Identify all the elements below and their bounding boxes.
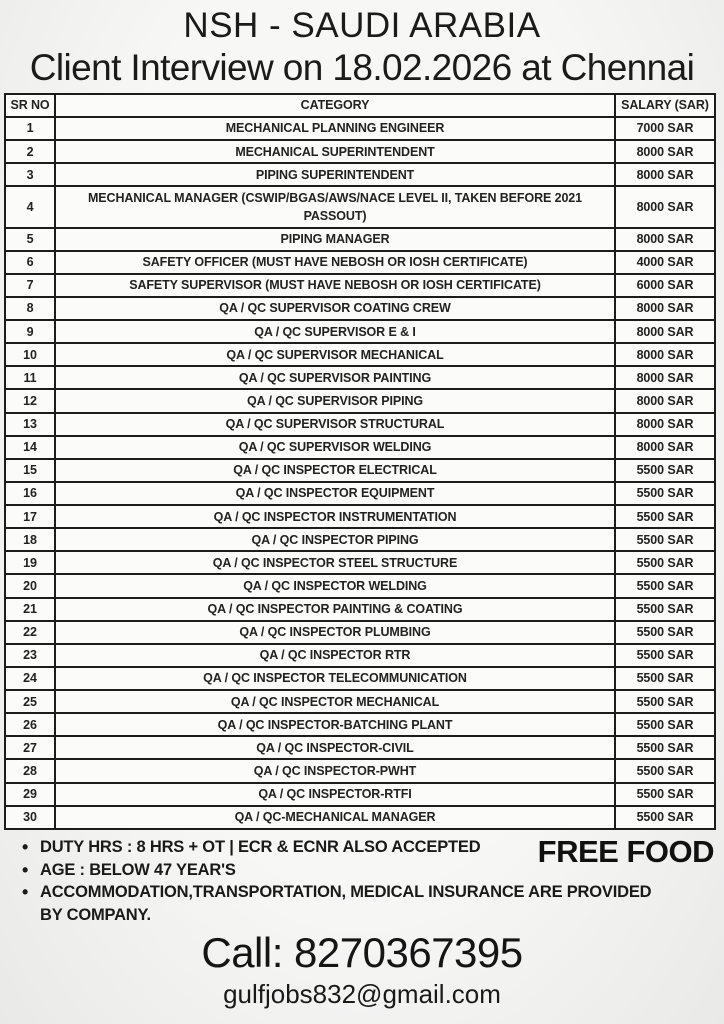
table-row (5, 366, 715, 389)
cell-salary: 8000 SAR (615, 366, 715, 389)
cell-category: QA / QC SUPERVISOR MECHANICAL (55, 343, 615, 366)
cell-category: QA / QC INSPECTOR TELECOMMUNICATION (55, 667, 615, 690)
phone-number: Call: 8270367395 (201, 928, 523, 976)
cell-category: QA / QC INSPECTOR INSTRUMENTATION (55, 505, 615, 528)
cell-salary: 6000 SAR (615, 274, 715, 297)
cell-category: QA / QC INSPECTOR-RTFI (55, 783, 615, 806)
table-row (5, 186, 715, 227)
cell-category: MECHANICAL MANAGER (CSWIP/BGAS/AWS/NACE LEVEL II, TAKEN BEFORE 2021 PASSOUT) (55, 186, 615, 227)
cell-category: SAFETY SUPERVISOR (MUST HAVE NEBOSH OR IOSH CERTIFICATE) (55, 274, 615, 297)
table-row (5, 459, 715, 482)
cell-sr-no: 17 (5, 505, 55, 528)
cell-category: QA / QC SUPERVISOR COATING CREW (55, 297, 615, 320)
table-row (5, 783, 715, 806)
cell-salary: 8000 SAR (615, 140, 715, 163)
cell-sr-no: 8 (5, 297, 55, 320)
cell-salary: 8000 SAR (615, 186, 715, 227)
page-subtitle: Client Interview on 18.02.2026 at Chennai (29, 46, 695, 88)
note-item: • AGE : BELOW 47 YEAR'S (16, 859, 676, 882)
table-header-row (5, 94, 715, 117)
table-row (5, 736, 715, 759)
cell-sr-no: 29 (5, 783, 55, 806)
cell-sr-no: 19 (5, 551, 55, 574)
table-row (5, 320, 715, 343)
cell-sr-no: 16 (5, 482, 55, 505)
cell-sr-no: 7 (5, 274, 55, 297)
cell-salary: 5500 SAR (615, 806, 715, 829)
cell-category: SAFETY OFFICER (MUST HAVE NEBOSH OR IOSH CERTIFICATE) (55, 251, 615, 274)
cell-salary: 5500 SAR (615, 551, 715, 574)
cell-category: QA / QC INSPECTOR-BATCHING PLANT (55, 713, 615, 736)
cell-sr-no: 5 (5, 228, 55, 251)
cell-salary: 8000 SAR (615, 413, 715, 436)
cell-sr-no: 28 (5, 759, 55, 782)
table-row (5, 598, 715, 621)
table-row (5, 297, 715, 320)
jobs-table (4, 93, 716, 830)
table-row (5, 413, 715, 436)
cell-sr-no: 11 (5, 366, 55, 389)
table-row (5, 713, 715, 736)
cell-category: PIPING SUPERINTENDENT (55, 163, 615, 186)
cell-category: QA / QC-MECHANICAL MANAGER (55, 806, 615, 829)
table-row (5, 389, 715, 412)
cell-category: QA / QC INSPECTOR PIPING (55, 528, 615, 551)
cell-sr-no: 4 (5, 186, 55, 227)
table-row (5, 163, 715, 186)
cell-sr-no: 12 (5, 389, 55, 412)
cell-salary: 5500 SAR (615, 759, 715, 782)
cell-category: MECHANICAL PLANNING ENGINEER (55, 117, 615, 140)
cell-salary: 5500 SAR (615, 459, 715, 482)
email-address: gulfjobs832@gmail.com (223, 978, 501, 1009)
cell-salary: 8000 SAR (615, 228, 715, 251)
cell-salary: 8000 SAR (615, 163, 715, 186)
cell-salary: 8000 SAR (615, 320, 715, 343)
cell-sr-no: 1 (5, 117, 55, 140)
table-row (5, 574, 715, 597)
free-food-text: FREE FOOD (537, 833, 714, 869)
cell-sr-no: 6 (5, 251, 55, 274)
table-row (5, 621, 715, 644)
cell-sr-no: 24 (5, 667, 55, 690)
cell-category: QA / QC SUPERVISOR WELDING (55, 436, 615, 459)
table-row (5, 806, 715, 829)
cell-category: QA / QC INSPECTOR-CIVIL (55, 736, 615, 759)
cell-salary: 5500 SAR (615, 574, 715, 597)
cell-sr-no: 23 (5, 644, 55, 667)
column-header-salary: SALARY (SAR) (615, 94, 715, 117)
cell-category: QA / QC INSPECTOR-PWHT (55, 759, 615, 782)
table-row (5, 482, 715, 505)
table-row (5, 274, 715, 297)
cell-sr-no: 26 (5, 713, 55, 736)
cell-salary: 7000 SAR (615, 117, 715, 140)
cell-category: QA / QC INSPECTOR ELECTRICAL (55, 459, 615, 482)
cell-salary: 8000 SAR (615, 297, 715, 320)
cell-category: QA / QC INSPECTOR STEEL STRUCTURE (55, 551, 615, 574)
cell-category: QA / QC INSPECTOR PAINTING & COATING (55, 598, 615, 621)
cell-salary: 5500 SAR (615, 690, 715, 713)
cell-category: PIPING MANAGER (55, 228, 615, 251)
cell-sr-no: 20 (5, 574, 55, 597)
cell-category: QA / QC SUPERVISOR PAINTING (55, 366, 615, 389)
note-item: • ACCOMMODATION,TRANSPORTATION, MEDICAL INSURANCE ARE PROVIDED BY COMPANY. (16, 881, 676, 927)
cell-salary: 5500 SAR (615, 667, 715, 690)
cell-category: QA / QC INSPECTOR WELDING (55, 574, 615, 597)
cell-sr-no: 2 (5, 140, 55, 163)
column-header-sr-no: SR NO (5, 94, 55, 117)
cell-category: QA / QC INSPECTOR PLUMBING (55, 621, 615, 644)
table-row (5, 140, 715, 163)
table-row (5, 228, 715, 251)
jobs-table-body (5, 117, 715, 829)
cell-sr-no: 3 (5, 163, 55, 186)
cell-sr-no: 9 (5, 320, 55, 343)
table-row (5, 251, 715, 274)
table-row (5, 117, 715, 140)
table-row (5, 690, 715, 713)
column-header-category: CATEGORY (55, 94, 615, 117)
cell-category: QA / QC SUPERVISOR E & I (55, 320, 615, 343)
cell-salary: 8000 SAR (615, 436, 715, 459)
table-row (5, 436, 715, 459)
note-item: • DUTY HRS : 8 HRS + OT | ECR & ECNR ALSO ACCEPTED (16, 836, 676, 859)
cell-salary: 8000 SAR (615, 389, 715, 412)
cell-salary: 5500 SAR (615, 621, 715, 644)
cell-salary: 5500 SAR (615, 505, 715, 528)
cell-sr-no: 18 (5, 528, 55, 551)
cell-sr-no: 30 (5, 806, 55, 829)
cell-salary: 5500 SAR (615, 713, 715, 736)
cell-category: QA / QC SUPERVISOR PIPING (55, 389, 615, 412)
cell-category: QA / QC SUPERVISOR STRUCTURAL (55, 413, 615, 436)
cell-sr-no: 27 (5, 736, 55, 759)
page-title: NSH - SAUDI ARABIA (183, 6, 541, 45)
cell-sr-no: 10 (5, 343, 55, 366)
cell-sr-no: 14 (5, 436, 55, 459)
cell-salary: 5500 SAR (615, 736, 715, 759)
cell-category: QA / QC INSPECTOR MECHANICAL (55, 690, 615, 713)
cell-salary: 5500 SAR (615, 482, 715, 505)
table-row (5, 759, 715, 782)
cell-salary: 4000 SAR (615, 251, 715, 274)
cell-sr-no: 15 (5, 459, 55, 482)
cell-sr-no: 22 (5, 621, 55, 644)
table-row (5, 667, 715, 690)
table-row (5, 528, 715, 551)
cell-salary: 8000 SAR (615, 343, 715, 366)
cell-sr-no: 21 (5, 598, 55, 621)
cell-salary: 5500 SAR (615, 598, 715, 621)
cell-category: QA / QC INSPECTOR EQUIPMENT (55, 482, 615, 505)
cell-category: MECHANICAL SUPERINTENDENT (55, 140, 615, 163)
table-row (5, 551, 715, 574)
table-row (5, 644, 715, 667)
table-row (5, 505, 715, 528)
cell-salary: 5500 SAR (615, 528, 715, 551)
cell-category: QA / QC INSPECTOR RTR (55, 644, 615, 667)
table-row (5, 343, 715, 366)
cell-sr-no: 13 (5, 413, 55, 436)
cell-salary: 5500 SAR (615, 644, 715, 667)
cell-sr-no: 25 (5, 690, 55, 713)
cell-salary: 5500 SAR (615, 783, 715, 806)
notes-section (16, 833, 716, 927)
